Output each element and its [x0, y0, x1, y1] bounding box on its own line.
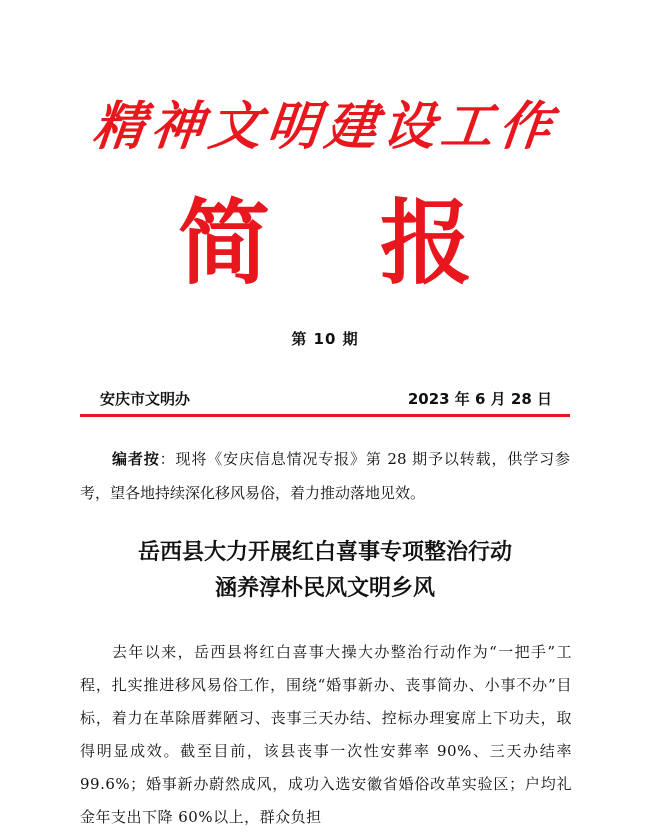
- masthead-subtitle: [0, 188, 650, 298]
- editor-note-label: 编者按: [112, 450, 160, 468]
- subtitle-char-bao: 报: [380, 189, 473, 297]
- issuing-organization: 安庆市文明办: [100, 390, 191, 408]
- issue-date: 2023 年 6 月 28 日: [407, 390, 552, 408]
- editor-note: [80, 442, 570, 510]
- issue-number: 第 10 期: [291, 330, 359, 348]
- subtitle-char-jian: 简: [177, 189, 270, 297]
- article-title-line1: 岳西县大力开展红白喜事专项整治行动: [137, 539, 512, 565]
- article-body: 去年以来，岳西县将红白喜事大操大办整治行动作为“一把手”工程，扎实推进移风易俗工作，围绕“婚事新办、丧事简办、小事不办”目标，着力在革除厝葬陋习、丧事三天办结、控标办理宴席上下功夫，取得明显成效。截至目前，该县丧事一次性安葬率 90%、三天办结率 99.6%；婚事新办蔚然成风，成功入选安徽省婚俗改革实验区；户均礼金年支出下降 60%以上，群众负担: [80, 643, 572, 826]
- article-title-line2: 涵养淳朴民风文明乡风: [214, 575, 435, 601]
- meta-row: [100, 388, 552, 409]
- editor-note-text: ：现将《安庆信息情况专报》第 28 期予以转载，供学习参考，望各地持续深化移风易俗，着力推动落地见效。: [80, 450, 570, 502]
- article-title: [0, 534, 650, 606]
- masthead-title: 精神文明建设工作: [89, 97, 561, 157]
- red-divider: [80, 414, 570, 417]
